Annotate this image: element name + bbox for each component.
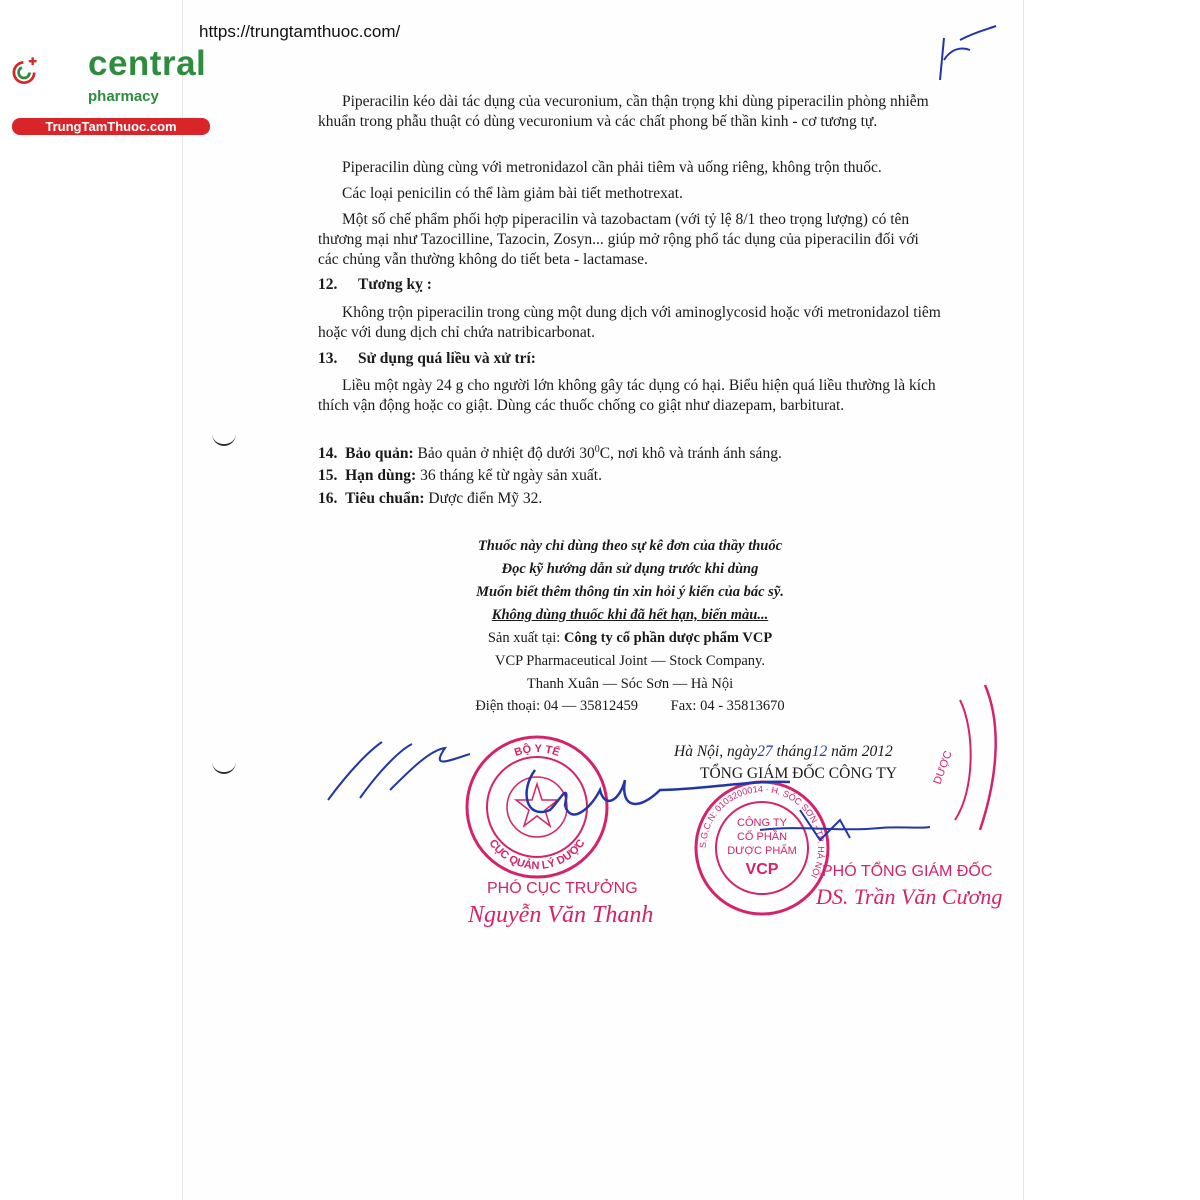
date-day: 27 [757, 743, 773, 760]
section-14 [318, 444, 782, 463]
stamp-ministry-bottom: CỤC QUẢN LÝ DƯỢC [486, 837, 588, 873]
maker-phone: Điện thoại: 04 — 35812459 [475, 698, 639, 714]
date-month: 12 [811, 743, 828, 760]
stamp-ministry-top: BỘ Y TẾ [512, 742, 562, 760]
stamp-edge-text: DƯỢC [931, 749, 955, 787]
source-url[interactable]: https://trungtamthuoc.com/ [199, 22, 401, 41]
stamp-line: VCP [745, 861, 779, 878]
section-label: Tiêu chuẩn: [345, 490, 425, 507]
left-signatory-title: PHÓ CỤC TRƯỞNG [487, 880, 638, 897]
notice-line: Thuốc này chỉ dùng theo sự kê đơn của thầy thuốc [477, 538, 783, 554]
section-number: 16. [318, 490, 338, 507]
section-text: Bảo quản ở nhiệt độ dưới 30 [417, 445, 595, 463]
section-13-text: Liều một ngày 24 g cho người lớn không gây tác dụng có hại. Biểu hiện quá liều thường là kích thích vận động hoặc co giật. Dùng các thuốc chống co giật như diazepam, barbiturat. [318, 377, 936, 414]
director-title: TỔNG GIÁM ĐỐC CÔNG TY [700, 765, 897, 782]
date-year: năm 2012 [831, 743, 893, 760]
section-number: 14. [318, 445, 338, 463]
stamp-company-ring: S.G.C.N: 0103200014 · H. SÓC SƠN - TP. HÀ NỘI [697, 783, 827, 880]
stamp-line: DƯỢC PHẨM [727, 845, 797, 857]
section-15 [318, 467, 602, 485]
section-13-heading [318, 350, 536, 368]
degree-sup: 0 [594, 444, 600, 455]
brand-name: central [88, 44, 207, 83]
section-title: Tương kỵ : [358, 276, 432, 293]
section-16 [318, 490, 542, 508]
stamp-line: CỔ PHẦN [736, 831, 788, 843]
right-signatory-title: PHÓ TỔNG GIÁM ĐỐC [822, 863, 993, 880]
date-month-label: tháng [776, 743, 812, 760]
initials-signature-icon [930, 20, 1000, 90]
section-text: C, nơi khô và tránh ánh sáng. [599, 445, 782, 463]
section-label: Hạn dùng: [345, 467, 417, 484]
maker-line [380, 630, 880, 647]
section-text: Dược điển Mỹ 32. [428, 490, 543, 507]
section-12-heading [318, 276, 432, 294]
maker-contact [380, 698, 880, 715]
section-number: 13. [318, 350, 338, 367]
paragraph-tazobactam: Một số chế phẩm phối hợp piperacilin và tazobactam (với tỷ lệ 8/1 theo trọng lượng) có tên thương mại như Tazocilline, Tazocin, Zosyn... giúp mở rộng phổ tác dụng của piperacilin đối với các chủng vẫn thường không do tiết beta - lactamase. [318, 211, 919, 268]
maker-company: Công ty cổ phần dược phẩm VCP [563, 630, 773, 646]
stamp-line: CÔNG TY [737, 817, 787, 829]
section-number: 12. [318, 276, 338, 293]
notice-line: Muốn biết thêm thông tin xin hỏi ý kiến của bác sỹ. [476, 584, 784, 600]
maker-address: Thanh Xuân — Sóc Sơn — Hà Nội [526, 676, 734, 692]
paragraph-vecuronium: Piperacilin kéo dài tác dụng của vecuronium, cần thận trọng khi dùng piperacilin phòng nhiễm khuẩn trong phẫu thuật có dùng vecuronium và các chất phong bế thần kinh - cơ tương tự. [318, 93, 929, 130]
right-signatory-name: DS. Trần Văn Cương [816, 884, 1003, 909]
left-signatory-name: Nguyễn Văn Thanh [468, 902, 654, 928]
brand-subtitle: pharmacy [88, 88, 159, 105]
maker-company-en: VCP Pharmaceutical Joint — Stock Company. [495, 653, 765, 669]
paragraph-metronidazol: Piperacilin dùng cùng với metronidazol cần phải tiêm và uống riêng, không trộn thuốc. [342, 159, 882, 176]
date-prefix: Hà Nội, ngày [674, 743, 758, 760]
notice-line: Không dùng thuốc khi đã hết hạn, biến màu... [491, 607, 769, 623]
maker-fax: Fax: 04 - 35813670 [670, 698, 785, 714]
section-text: 36 tháng kể từ ngày sản xuất. [420, 467, 602, 484]
director-signature-icon [320, 730, 940, 850]
notice-line: Đọc kỹ hướng dẫn sử dụng trước khi dùng [501, 561, 759, 577]
paragraph-methotrexat: Các loại penicilin có thể làm giảm bài tiết methotrexat. [342, 185, 683, 202]
brand-url-bar: TrungTamThuoc.com [12, 118, 210, 135]
section-12-text: Không trộn piperacilin trong cùng một dung dịch với aminoglycosid hoặc với metronidazol tiêm hoặc với dung dịch chỉ chứa natribicarbonat. [318, 304, 941, 341]
central-pharmacy-logo-icon [10, 38, 90, 118]
section-label: Bảo quản: [345, 445, 414, 463]
maker-prefix: Sản xuất tại: [487, 630, 561, 646]
section-number: 15. [318, 467, 338, 484]
section-title: Sử dụng quá liều và xử trí: [358, 350, 536, 367]
